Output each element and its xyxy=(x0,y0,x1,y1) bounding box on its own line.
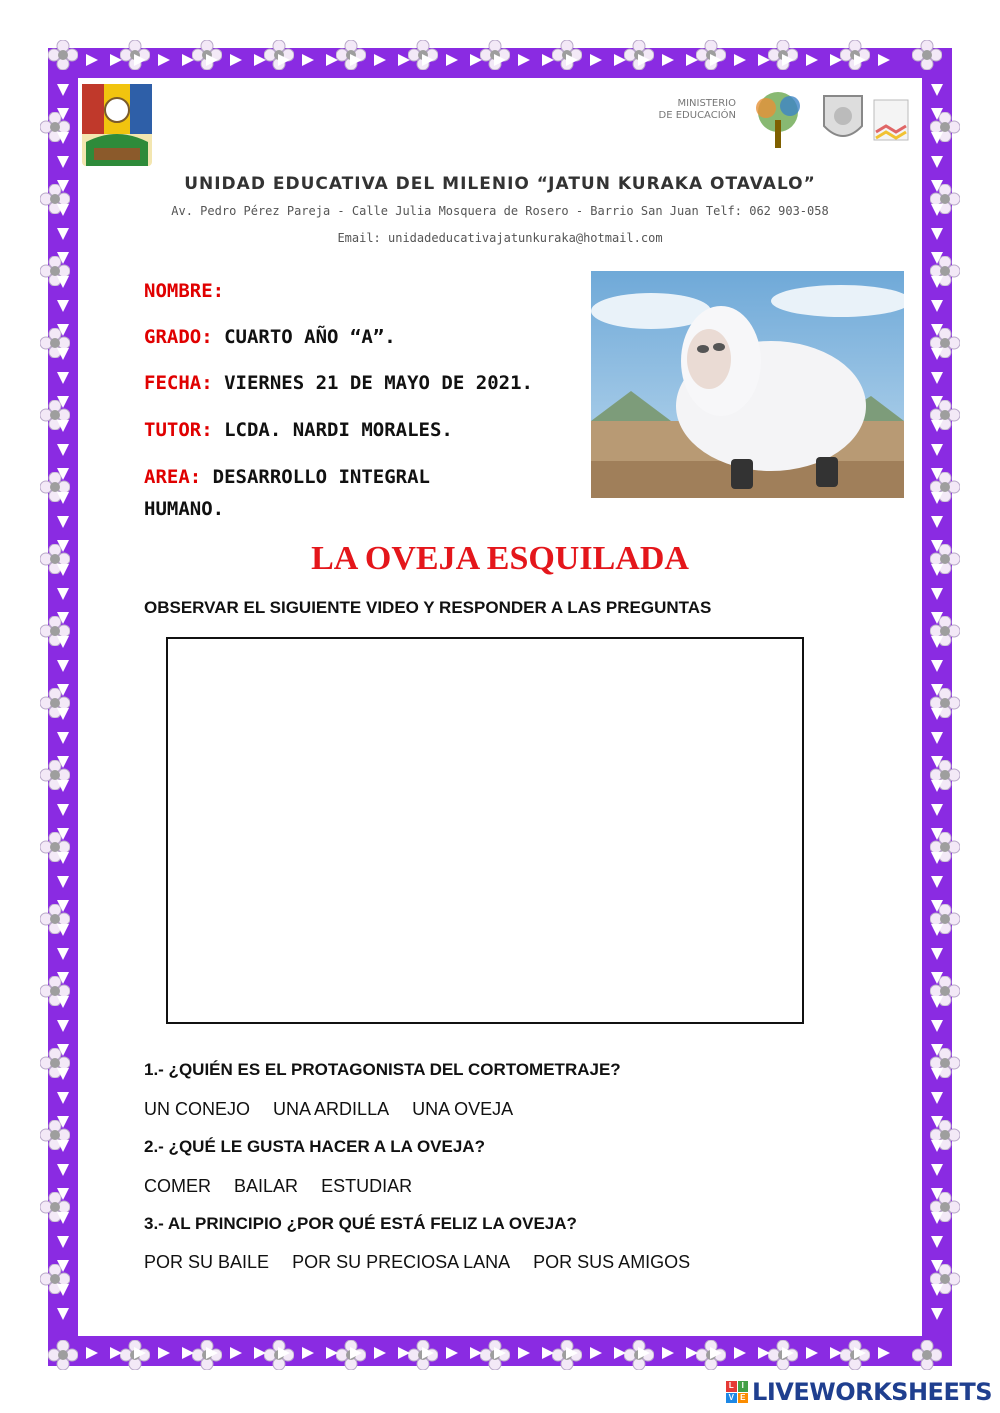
border-triangle xyxy=(686,1347,698,1359)
border-triangle xyxy=(57,84,69,96)
field-label: AREA: xyxy=(144,466,202,488)
government-logo-icon xyxy=(872,96,910,144)
border-triangle xyxy=(57,516,69,528)
option-bailar[interactable]: BAILAR xyxy=(234,1176,299,1196)
border-triangle xyxy=(57,924,69,936)
border-triangle xyxy=(206,1347,218,1359)
border-triangle xyxy=(931,1068,943,1080)
border-triangle xyxy=(446,1347,458,1359)
field-label: GRADO: xyxy=(144,326,213,348)
border-triangle xyxy=(931,1044,943,1056)
border-triangle xyxy=(734,54,746,66)
border-triangle xyxy=(566,54,578,66)
border-triangle xyxy=(57,852,69,864)
border-triangle xyxy=(57,252,69,264)
border-triangle xyxy=(57,972,69,984)
border-triangle xyxy=(110,1347,122,1359)
question-3: 3.- AL PRINCIPIO ¿POR QUÉ ESTÁ FELIZ LA OVEJA? xyxy=(144,1214,577,1233)
border-triangle xyxy=(470,54,482,66)
border-triangle xyxy=(931,300,943,312)
border-triangle xyxy=(57,324,69,336)
border-triangle xyxy=(830,54,842,66)
border-triangle xyxy=(931,372,943,384)
border-triangle xyxy=(878,54,890,66)
ministry-line-2: DE EDUCACIÓN xyxy=(658,110,736,121)
border-triangle xyxy=(57,876,69,888)
border-triangle xyxy=(57,1188,69,1200)
sheep-image xyxy=(591,271,904,498)
border-triangle xyxy=(931,972,943,984)
option-por-sus-amigos[interactable]: POR SUS AMIGOS xyxy=(533,1252,691,1272)
border-triangle xyxy=(57,132,69,144)
border-triangle xyxy=(134,1347,146,1359)
school-email: Email: unidadeducativajatunkuraka@hotmail.com xyxy=(337,231,663,245)
field-nombre xyxy=(144,280,224,302)
border-triangle xyxy=(398,1347,410,1359)
border-triangle xyxy=(57,1020,69,1032)
border-triangle xyxy=(57,492,69,504)
border-triangle xyxy=(931,1020,943,1032)
border-triangle xyxy=(110,54,122,66)
border-triangle xyxy=(350,54,362,66)
border-triangle xyxy=(931,1308,943,1320)
school-name: UNIDAD EDUCATIVA DEL MILENIO “JATUN KURAKA OTAVALO” xyxy=(184,174,816,194)
border-triangle xyxy=(931,828,943,840)
border-triangle xyxy=(931,900,943,912)
field-area xyxy=(144,466,430,488)
border-triangle xyxy=(931,108,943,120)
question-1: 1.- ¿QUIÉN ES EL PROTAGONISTA DEL CORTOMETRAJE? xyxy=(144,1060,621,1079)
border-triangle xyxy=(931,444,943,456)
field-value: LCDA. NARDI MORALES. xyxy=(224,419,453,441)
border-triangle xyxy=(638,1347,650,1359)
border-triangle xyxy=(878,1347,890,1359)
border-triangle xyxy=(931,1116,943,1128)
border-triangle xyxy=(57,1140,69,1152)
option-comer[interactable]: COMER xyxy=(144,1176,211,1196)
border-triangle xyxy=(57,828,69,840)
icon-letter: V xyxy=(726,1393,737,1404)
border-triangle xyxy=(350,1347,362,1359)
border-triangle xyxy=(931,996,943,1008)
worksheet-title: LA OVEJA ESQUILADA xyxy=(311,540,689,577)
border-triangle xyxy=(326,1347,338,1359)
border-triangle xyxy=(931,348,943,360)
border-triangle xyxy=(686,54,698,66)
icon-letter: I xyxy=(738,1381,749,1392)
border-triangle xyxy=(854,54,866,66)
border-triangle xyxy=(931,516,943,528)
border-flower xyxy=(48,1340,78,1370)
school-crest-logo xyxy=(80,82,154,168)
border-triangle xyxy=(931,924,943,936)
border-triangle xyxy=(254,1347,266,1359)
border-triangle xyxy=(931,1140,943,1152)
border-triangle xyxy=(57,660,69,672)
border-triangle xyxy=(86,1347,98,1359)
border-triangle xyxy=(806,1347,818,1359)
border-triangle xyxy=(57,612,69,624)
border-triangle xyxy=(931,132,943,144)
border-triangle xyxy=(806,54,818,66)
border-triangle xyxy=(614,1347,626,1359)
border-triangle xyxy=(931,324,943,336)
border-triangle xyxy=(182,54,194,66)
ecuador-shield-icon xyxy=(820,92,866,148)
question-2: 2.- ¿QUÉ LE GUSTA HACER A LA OVEJA? xyxy=(144,1137,485,1156)
border-triangle xyxy=(931,732,943,744)
border-triangle xyxy=(662,54,674,66)
border-triangle xyxy=(758,54,770,66)
liveworksheets-icon xyxy=(726,1381,748,1403)
border-triangle xyxy=(931,420,943,432)
border-triangle xyxy=(57,900,69,912)
border-triangle xyxy=(57,1044,69,1056)
question-1-options xyxy=(144,1099,531,1120)
border-triangle xyxy=(230,54,242,66)
border-triangle xyxy=(278,54,290,66)
liveworksheets-logo[interactable] xyxy=(726,1377,992,1407)
option-una-oveja[interactable]: UNA OVEJA xyxy=(412,1099,514,1119)
field-grado xyxy=(144,326,396,348)
icon-letter: L xyxy=(726,1381,737,1392)
border-triangle xyxy=(494,1347,506,1359)
border-triangle xyxy=(758,1347,770,1359)
ministry-line-1: MINISTERIO xyxy=(677,98,736,109)
border-triangle xyxy=(931,1260,943,1272)
border-triangle xyxy=(931,1092,943,1104)
option-por-su-baile[interactable]: POR SU BAILE xyxy=(144,1252,270,1272)
liveworksheets-brand: LIVEWORKSHEETS xyxy=(752,1378,992,1406)
border-triangle xyxy=(302,54,314,66)
border-triangle xyxy=(446,54,458,66)
border-triangle xyxy=(57,804,69,816)
border-triangle xyxy=(57,1092,69,1104)
border-triangle xyxy=(518,1347,530,1359)
field-label: NOMBRE: xyxy=(144,280,225,302)
field-tutor xyxy=(144,419,453,441)
field-value: CUARTO AÑO “A”. xyxy=(224,326,396,348)
field-value: VIERNES 21 DE MAYO DE 2021. xyxy=(224,372,533,394)
border-triangle xyxy=(326,54,338,66)
field-label: TUTOR: xyxy=(144,419,213,441)
border-triangle xyxy=(470,1347,482,1359)
border-triangle xyxy=(134,54,146,66)
border-triangle xyxy=(57,636,69,648)
border-triangle xyxy=(57,1116,69,1128)
option-estudiar[interactable]: ESTUDIAR xyxy=(321,1176,413,1196)
border-triangle xyxy=(931,876,943,888)
border-triangle xyxy=(931,1236,943,1248)
border-triangle xyxy=(57,948,69,960)
border-triangle xyxy=(57,1212,69,1224)
border-triangle xyxy=(931,756,943,768)
border-triangle xyxy=(931,660,943,672)
border-triangle xyxy=(710,54,722,66)
border-triangle xyxy=(57,156,69,168)
border-triangle xyxy=(57,708,69,720)
option-por-su-preciosa-lana[interactable]: POR SU PRECIOSA LANA xyxy=(292,1252,511,1272)
border-triangle xyxy=(57,372,69,384)
border-triangle xyxy=(854,1347,866,1359)
border-triangle xyxy=(542,54,554,66)
field-fecha xyxy=(144,372,533,394)
border-triangle xyxy=(931,396,943,408)
border-triangle xyxy=(590,54,602,66)
border-triangle xyxy=(782,1347,794,1359)
border-triangle xyxy=(57,588,69,600)
border-triangle xyxy=(931,1212,943,1224)
border-triangle xyxy=(57,276,69,288)
border-triangle xyxy=(158,54,170,66)
border-triangle xyxy=(931,708,943,720)
border-triangle xyxy=(710,1347,722,1359)
border-triangle xyxy=(638,54,650,66)
border-triangle xyxy=(57,348,69,360)
border-triangle xyxy=(57,684,69,696)
border-triangle xyxy=(57,108,69,120)
border-triangle xyxy=(518,54,530,66)
border-triangle xyxy=(57,396,69,408)
border-triangle xyxy=(931,852,943,864)
border-triangle xyxy=(182,1347,194,1359)
border-triangle xyxy=(57,1284,69,1296)
border-triangle xyxy=(542,1347,554,1359)
border-triangle xyxy=(158,1347,170,1359)
border-triangle xyxy=(931,84,943,96)
border-triangle xyxy=(931,492,943,504)
border-triangle xyxy=(830,1347,842,1359)
border-triangle xyxy=(494,54,506,66)
border-triangle xyxy=(931,636,943,648)
school-address: Av. Pedro Pérez Pareja - Calle Julia Mosquera de Rosero - Barrio San Juan Telf: 062 903-058 xyxy=(171,204,829,218)
border-flower xyxy=(912,1340,942,1370)
border-triangle xyxy=(57,1068,69,1080)
border-triangle xyxy=(230,1347,242,1359)
border-triangle xyxy=(57,1164,69,1176)
field-value: DESARROLLO INTEGRAL xyxy=(212,466,430,488)
border-triangle xyxy=(57,780,69,792)
border-triangle xyxy=(931,1284,943,1296)
border-triangle xyxy=(931,156,943,168)
border-triangle xyxy=(57,300,69,312)
border-triangle xyxy=(931,612,943,624)
border-triangle xyxy=(57,996,69,1008)
border-triangle xyxy=(931,948,943,960)
border-triangle xyxy=(57,732,69,744)
border-triangle xyxy=(782,54,794,66)
border-triangle xyxy=(57,756,69,768)
border-triangle xyxy=(931,468,943,480)
border-triangle xyxy=(86,54,98,66)
ministry-logos xyxy=(640,90,910,150)
border-triangle xyxy=(614,54,626,66)
border-triangle xyxy=(302,1347,314,1359)
border-triangle xyxy=(278,1347,290,1359)
border-triangle xyxy=(662,1347,674,1359)
border-triangle xyxy=(931,276,943,288)
tree-logo-icon xyxy=(738,90,818,150)
border-triangle xyxy=(590,1347,602,1359)
border-triangle xyxy=(57,468,69,480)
border-triangle xyxy=(57,1308,69,1320)
border-triangle xyxy=(931,252,943,264)
question-2-options xyxy=(144,1176,430,1197)
video-player[interactable] xyxy=(166,637,804,1024)
border-triangle xyxy=(57,444,69,456)
border-triangle xyxy=(931,804,943,816)
border-triangle xyxy=(57,1236,69,1248)
option-una-ardilla[interactable]: UNA ARDILLA xyxy=(273,1099,390,1119)
border-triangle xyxy=(254,54,266,66)
border-triangle xyxy=(931,588,943,600)
border-triangle xyxy=(206,54,218,66)
border-triangle xyxy=(931,684,943,696)
border-triangle xyxy=(398,54,410,66)
field-label: FECHA: xyxy=(144,372,213,394)
border-triangle xyxy=(374,54,386,66)
border-triangle xyxy=(734,1347,746,1359)
border-triangle xyxy=(931,1164,943,1176)
icon-letter: E xyxy=(738,1393,749,1404)
question-3-options xyxy=(144,1252,708,1273)
option-un-conejo[interactable]: UN CONEJO xyxy=(144,1099,251,1119)
field-area-line2: HUMANO. xyxy=(144,498,225,520)
border-triangle xyxy=(374,1347,386,1359)
border-triangle xyxy=(422,1347,434,1359)
border-flower xyxy=(48,40,78,70)
border-triangle xyxy=(566,1347,578,1359)
border-triangle xyxy=(57,420,69,432)
instruction-text: OBSERVAR EL SIGUIENTE VIDEO Y RESPONDER A LAS PREGUNTAS xyxy=(144,598,712,617)
border-triangle xyxy=(57,1260,69,1272)
border-flower xyxy=(912,40,942,70)
border-triangle xyxy=(422,54,434,66)
border-triangle xyxy=(931,1188,943,1200)
border-triangle xyxy=(931,780,943,792)
